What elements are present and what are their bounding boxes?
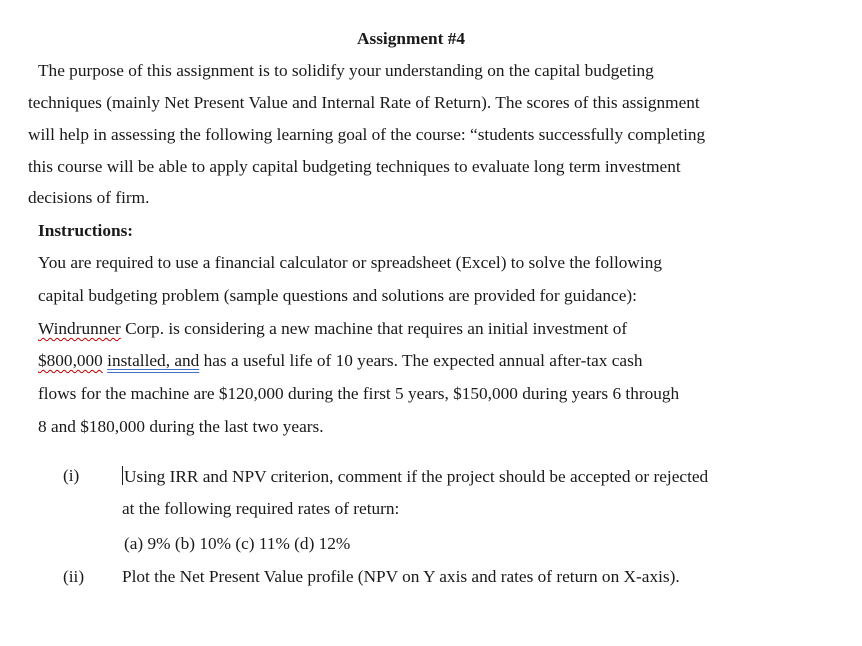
page-title: Assignment #4 (356, 29, 466, 48)
question-number: (i) (63, 466, 80, 485)
intro-line-5: decisions of firm. (28, 188, 150, 207)
problem-line-4: 8 and $180,000 during the last two years. (38, 417, 324, 436)
problem-line-1 (38, 319, 627, 339)
question-1-rates: (a) 9% (b) 10% (c) 11% (d) 12% (124, 534, 351, 553)
question-number: (ii) (63, 567, 85, 586)
problem-line-3: flows for the machine are $120,000 during the first 5 years, $150,000 during years 6 through (38, 384, 680, 403)
company-name: Windrunner (38, 319, 121, 338)
intro-line-4: this course will be able to apply capital budgeting techniques to evaluate long term investment (28, 157, 681, 176)
investment-amount: $800,000 (38, 351, 103, 370)
instructions-line-2: capital budgeting problem (sample questions and solutions are provided for guidance): (38, 286, 637, 305)
question-1-line-1 (122, 466, 708, 487)
problem-line-2-rest: has a useful life of 10 years. The expected annual after-tax cash (199, 351, 643, 370)
intro-line-1: The purpose of this assignment is to solidify your understanding on the capital budgeting (38, 61, 654, 80)
text-cursor (122, 466, 123, 485)
problem-line-1-rest: Corp. is considering a new machine that requires an initial investment of (120, 319, 628, 338)
intro-line-3: will help in assessing the following learning goal of the course: “students successfully completing (28, 125, 706, 144)
instructions-line-1: You are required to use a financial calculator or spreadsheet (Excel) to solve the following (38, 253, 662, 272)
question-1-line-1-text: Using IRR and NPV criterion, comment if the project should be accepted or rejected (124, 467, 709, 486)
problem-line-2 (38, 351, 642, 371)
installed-phrase: installed, and (107, 351, 200, 370)
intro-line-2: techniques (mainly Net Present Value and Internal Rate of Return). The scores of this assignment (28, 93, 700, 112)
question-1-line-2: at the following required rates of return: (122, 499, 400, 518)
instructions-heading: Instructions: (38, 221, 134, 240)
question-2-line-1: Plot the Net Present Value profile (NPV on Y axis and rates of return on X-axis). (122, 567, 680, 586)
